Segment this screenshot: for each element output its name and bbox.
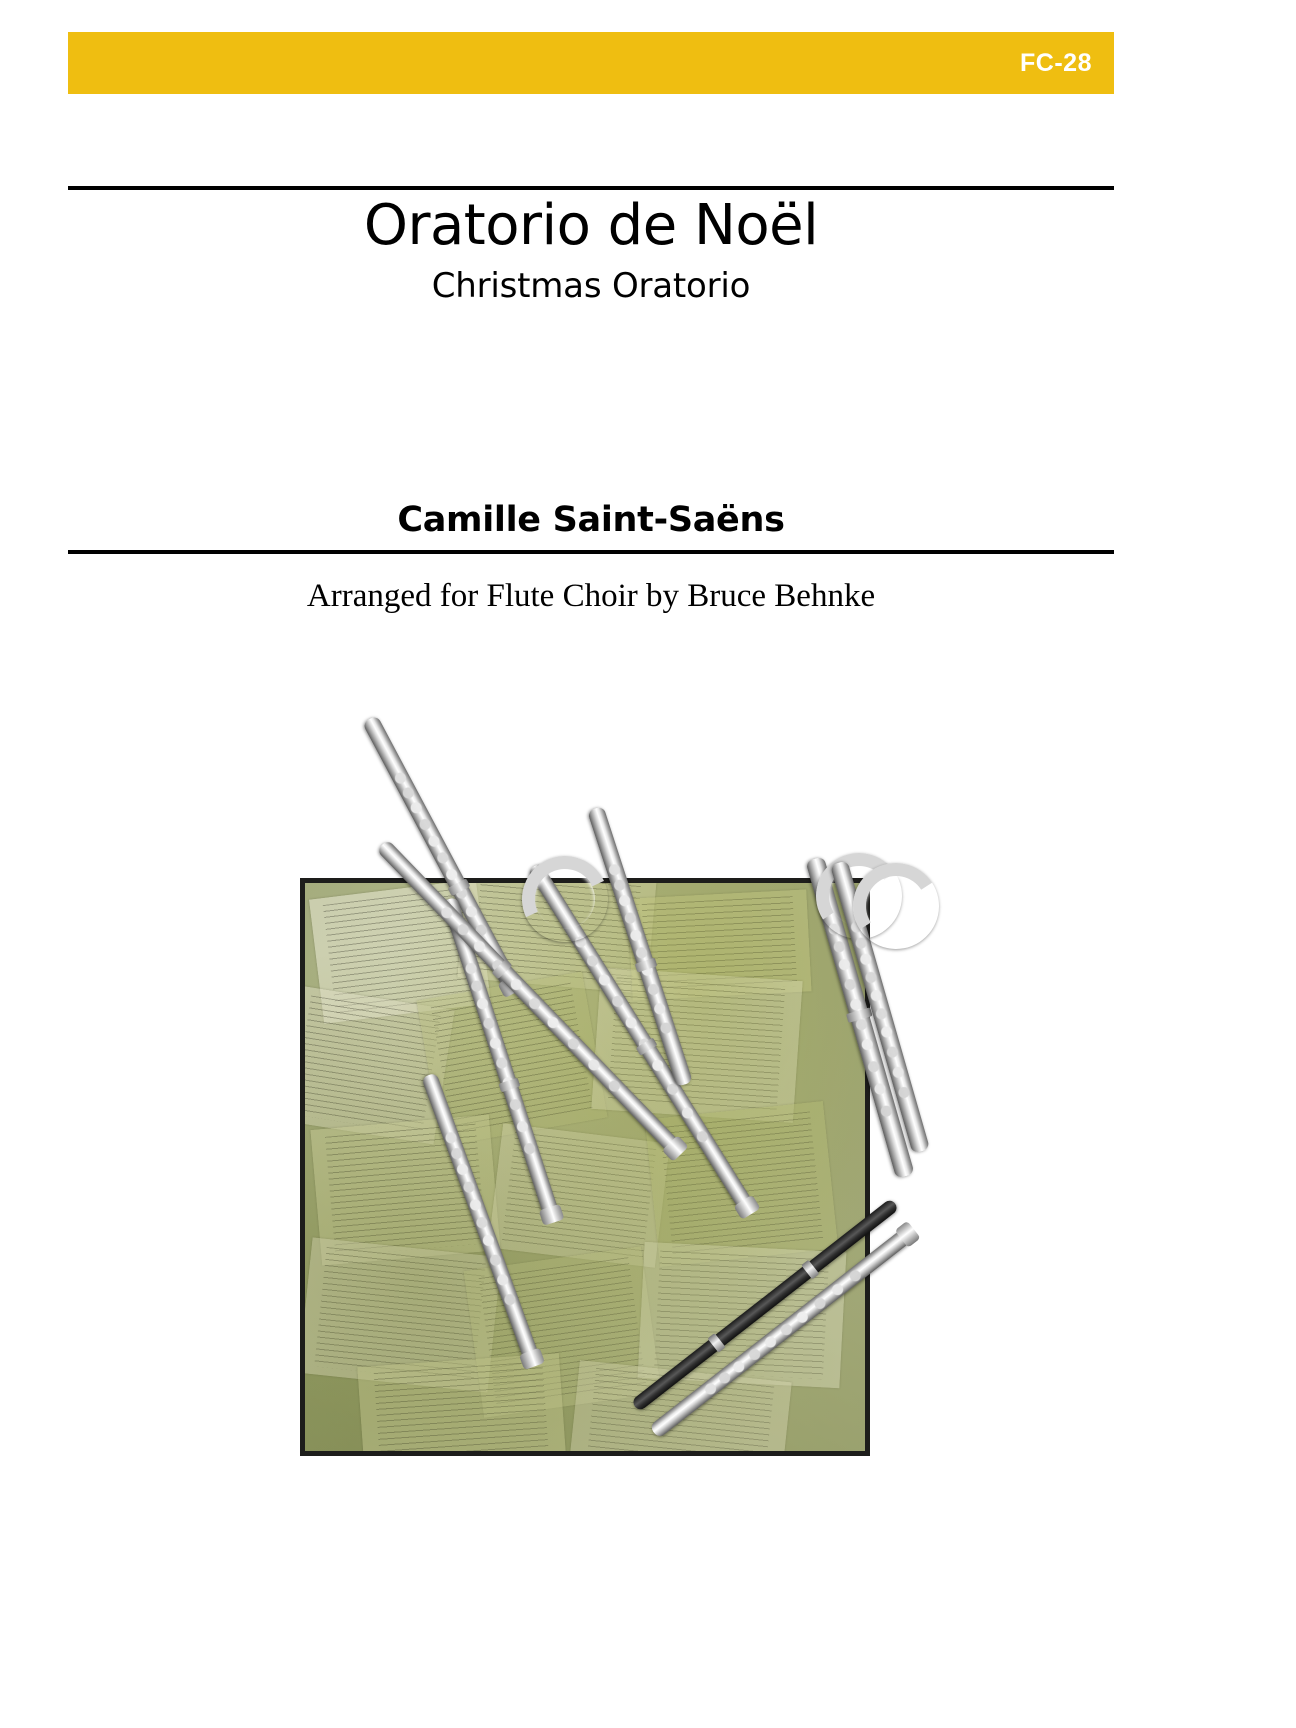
title-top-rule bbox=[68, 186, 1114, 190]
composer-name: Camille Saint-Saëns bbox=[397, 500, 785, 540]
title-block bbox=[68, 193, 1114, 307]
artwork-frame bbox=[300, 878, 870, 1456]
arranger-credit: Arranged for Flute Choir by Bruce Behnke bbox=[306, 578, 876, 614]
page-title: Oratorio de Noël bbox=[363, 193, 819, 258]
page-subtitle: Christmas Oratorio bbox=[431, 266, 751, 307]
title-bottom-rule bbox=[68, 550, 1114, 554]
cover-artwork bbox=[300, 878, 870, 1456]
artwork-color-wash bbox=[305, 883, 865, 1451]
catalog-bar bbox=[68, 32, 1114, 94]
catalog-number: FC-28 bbox=[1020, 48, 1092, 77]
